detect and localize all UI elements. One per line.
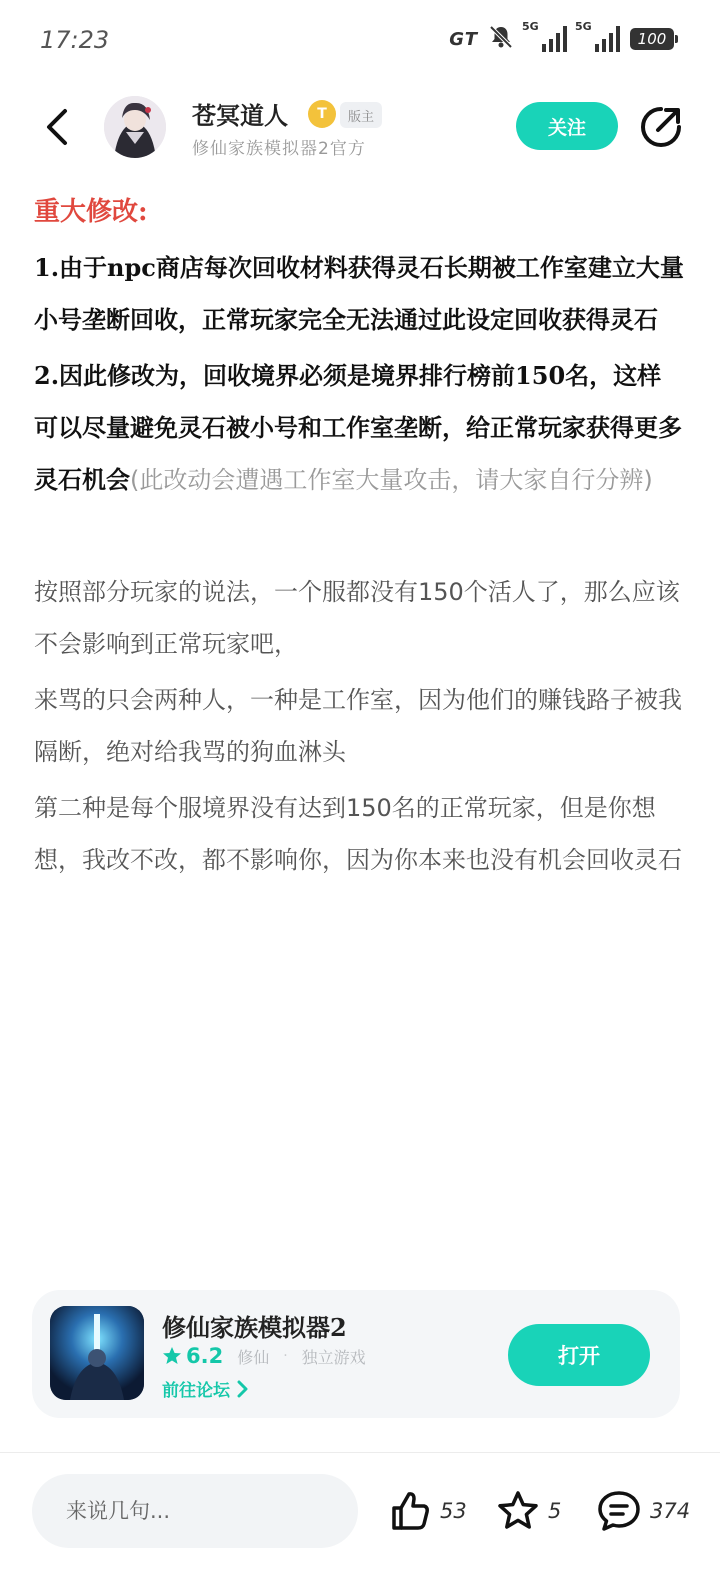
share-button[interactable] xyxy=(636,102,686,152)
status-icons xyxy=(449,20,674,54)
game-meta xyxy=(162,1344,366,1368)
game-card[interactable] xyxy=(32,1290,680,1418)
post-title: 重大修改: xyxy=(34,197,148,227)
chevron-left-icon xyxy=(43,107,69,147)
battery-icon: 100 xyxy=(630,28,674,50)
game-icon[interactable] xyxy=(50,1306,144,1400)
signal-label: 5G xyxy=(522,20,539,33)
paragraph-bold-text: 2.因此修改为，回收境界必须是境界排行榜前150名，这样可以尽量避免灵石被小号和工作室垄断，给正常玩家获得更多灵石机会 xyxy=(34,361,682,494)
game-name[interactable]: 修仙家族模拟器2 xyxy=(162,1313,347,1342)
role-badge: 版主 xyxy=(340,102,382,128)
like-count: 53 xyxy=(440,1499,467,1523)
post-paragraph: 按照部分玩家的说法，一个服都没有150个活人了，那么应该不会影响到正常玩家吧， xyxy=(34,578,680,658)
comment-input[interactable] xyxy=(32,1474,358,1548)
game-rating xyxy=(162,1344,223,1368)
comment-bubble-icon xyxy=(596,1489,642,1533)
level-badge: T xyxy=(308,100,336,128)
avatar[interactable] xyxy=(104,96,166,158)
game-tag: 修仙 xyxy=(237,1347,270,1367)
comments-button[interactable] xyxy=(596,1484,690,1538)
post-paragraph: 1.由于npc商店每次回收材料获得灵石长期被工作室建立大量小号垄断回收，正常玩家完全无法通过此设定回收获得灵石 xyxy=(34,253,684,334)
favorite-count: 5 xyxy=(548,1499,562,1523)
chevron-right-icon xyxy=(236,1380,248,1398)
post-paragraph xyxy=(34,350,684,506)
share-icon xyxy=(636,102,686,152)
author-name[interactable]: 苍冥道人 xyxy=(192,101,288,130)
forum-link-label: 前往论坛 xyxy=(162,1381,230,1401)
signal-label: 5G xyxy=(575,20,592,33)
post-paragraph: 来骂的只会两种人，一种是工作室，因为他们的赚钱路子被我隔断，绝对给我骂的狗血淋头 xyxy=(34,686,682,766)
status-time: 17:23 xyxy=(40,26,110,54)
tag-separator: · xyxy=(283,1348,288,1364)
author-subtitle: 修仙家族模拟器2官方 xyxy=(192,139,366,159)
signal-icon xyxy=(575,20,620,52)
forum-link[interactable] xyxy=(162,1376,248,1401)
favorite-button[interactable] xyxy=(496,1484,561,1538)
rating-value: 6.2 xyxy=(186,1344,224,1368)
signal-icon xyxy=(522,20,567,52)
game-tag: 独立游戏 xyxy=(301,1347,366,1367)
like-button[interactable] xyxy=(388,1484,467,1538)
status-bar xyxy=(0,0,720,84)
back-button[interactable] xyxy=(36,102,76,152)
mute-bell-icon xyxy=(488,24,514,54)
post-paragraph: 第二种是每个服境界没有达到150名的正常玩家，但是你想想，我改不改，都不影响你，因为你本来也没有机会回收灵石 xyxy=(34,794,682,874)
star-icon xyxy=(162,1346,182,1366)
post-content xyxy=(34,186,684,886)
follow-button[interactable]: 关注 xyxy=(516,102,618,150)
star-outline-icon xyxy=(496,1489,540,1533)
bottom-divider xyxy=(0,1452,720,1453)
thumbs-up-icon xyxy=(388,1489,432,1533)
paragraph-note: (此改动会遭遇工作室大量攻击，请大家自行分辨) xyxy=(130,466,653,494)
open-game-button[interactable]: 打开 xyxy=(508,1324,650,1386)
post-header xyxy=(0,88,720,172)
comment-count: 374 xyxy=(650,1499,691,1523)
carrier-badge: GT xyxy=(449,28,478,50)
